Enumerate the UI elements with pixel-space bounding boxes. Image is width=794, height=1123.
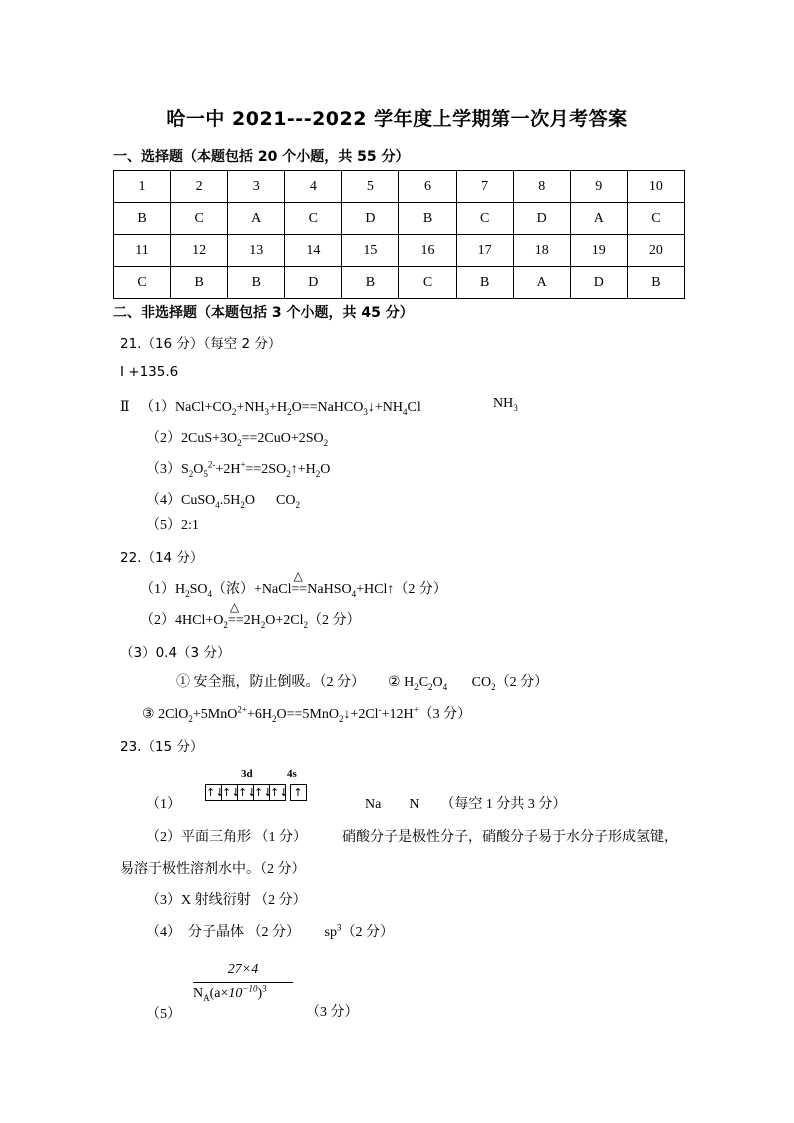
heat-triangle-icon: △ [229,600,240,614]
q22-a2-label: ② [388,675,401,690]
q22-p1 [140,569,447,599]
table-cell: 8 [513,171,570,203]
table-cell: 15 [342,235,399,267]
table-cell: 5 [342,171,399,203]
heat-triangle-icon: △ [293,569,303,583]
q22-a3-label: ③ [142,707,155,722]
table-cell: C [456,203,513,235]
table-cell: 7 [456,171,513,203]
spin-pair-icon: ↑↓ [254,786,273,799]
section-2-heading: 二、非选择题（本题包括 3 个小题，共 45 分） [113,305,414,321]
table-cell: 6 [399,171,456,203]
q23-p4-hyb-text: sp [324,925,337,940]
q23-p2-line2: 易溶于极性溶剂水中。（2 分） [120,862,306,877]
q23-p4-score: （2 分） [341,925,394,940]
q22-a3-equation: $2ClO_2+5MnO^{2+}+6H_2O==5MnO_2↓+2Cl^-+12H^+$ [158,704,419,724]
table-cell: B [399,203,456,235]
q21-p5: （5）2:1 [146,518,199,533]
table-cell: D [570,267,627,299]
q21-p1-equation: $NaCl+CO_2+NH_3+H_2O==NaHCO_3↓+NH_4Cl$ [175,400,421,417]
q21-i-value: +135.6 [128,364,179,380]
orbital-diagram [205,784,307,801]
orbital-3d-boxes [205,784,289,801]
q21-p3-label: （3） [146,462,181,477]
q23-p4-hybridization: $sp^3$ [324,922,342,940]
table-cell: B [456,267,513,299]
q22-a2-formula: $H_2C_2O_4$ [404,675,448,692]
q22-p1-label: （1） [140,582,175,597]
q21-ii-1 [120,396,421,416]
q21-p4-label: （4） [146,493,181,508]
q21-p4-gas: $CO_2$ [275,493,300,510]
q22-a3-score: （3 分） [418,707,472,722]
table-cell: C [627,203,684,235]
q22-a2-gas: $CO_2$ [471,675,496,692]
table-row [114,267,685,299]
q21-heading: 21.（16 分）（每空 2 分） [120,336,282,352]
table-cell: D [513,203,570,235]
spin-pair-icon: ↑↓ [206,786,225,799]
spin-up-icon: ↑ [290,784,307,801]
table-cell: 16 [399,235,456,267]
table-cell: B [627,267,684,299]
table-cell: 10 [627,171,684,203]
formula-numerator: 27×4 [227,962,259,977]
orbital-3d-label: 3d [241,768,253,780]
q22-a1: ① 安全瓶，防止倒吸。（2 分） [176,675,365,690]
q23-p1-elements: Na N （每空 1 分共 3 分） [365,797,567,812]
q21-p4-formula: $CuSO_4.5H_2O$ [181,493,255,510]
table-cell: 2 [171,171,228,203]
q21-p2-equation: $2CuS+3O_2==2CuO+2SO_2$ [181,431,329,448]
table-cell: B [171,267,228,299]
spin-pair-icon: ↑↓ [238,786,257,799]
table-cell: 14 [285,235,342,267]
q22-p2-label: （2） [140,613,175,628]
q21-i-label: Ⅰ [120,364,124,380]
page-title: 哈一中 2021---2022 学年度上学期第一次月考答案 [166,108,628,130]
q21-p4-gas-text: CO [275,493,296,508]
q23-p4-label: （4） 分子晶体 （2 分） [146,925,300,940]
table-cell: C [285,203,342,235]
table-cell: C [171,203,228,235]
q21-part-i [120,364,178,380]
q23-p1-label: （1） [146,797,181,812]
table-row [114,171,685,203]
q22-a2-score: （2 分） [495,675,549,690]
q21-p1-extra: $NH_3$ [493,396,518,413]
table-cell: B [228,267,285,299]
q21-p2-label: （2） [146,431,181,446]
q21-p1-extra-text: NH [493,396,514,411]
q22-p2-score: （2 分） [308,613,361,628]
q23-heading: 23.（15 分） [120,739,204,755]
table-cell: A [513,267,570,299]
table-cell: 9 [570,171,627,203]
q22-p1-equation: $H_2SO_4$（浓）+NaCl △ ==NaHSO$_4$+HCl↑ [175,569,395,599]
q21-p3 [146,458,330,478]
table-cell: 19 [570,235,627,267]
q21-ii-label: Ⅱ [120,400,130,415]
orbital-4s-label: 4s [287,768,297,780]
answer-table [113,170,685,299]
spin-pair-icon: ↑↓ [222,786,241,799]
table-cell: A [228,203,285,235]
q22-p1-score: （2 分） [394,582,447,597]
table-cell: C [399,267,456,299]
q22-a3 [142,703,471,723]
q23-p4 [146,921,394,941]
table-cell: 3 [228,171,285,203]
table-cell: B [114,203,171,235]
section-1-heading: 一、选择题（本题包括 20 个小题，共 55 分） [113,149,410,165]
q23-p5-label: （5） [146,1007,181,1022]
q21-p4 [146,489,300,509]
table-cell: D [285,267,342,299]
table-cell: C [114,267,171,299]
q23-p3: （3）X 射线衍射 （2 分） [146,893,307,908]
table-cell: D [342,203,399,235]
table-cell: 17 [456,235,513,267]
table-cell: A [570,203,627,235]
q21-p2 [146,427,328,447]
q23-p5-score: （3 分） [306,1005,359,1020]
q22-p2 [140,600,361,630]
table-cell: 13 [228,235,285,267]
table-cell: 18 [513,235,570,267]
table-cell: 1 [114,171,171,203]
table-cell: B [342,267,399,299]
table-row [114,203,685,235]
table-cell: 11 [114,235,171,267]
q22-p3: （3）0.4（3 分） [120,645,231,661]
q23-p2-line1: （2）平面三角形 （1 分） 硝酸分子是极性分子，硝酸分子易于水分子形成氢键， [146,830,678,845]
q21-p1-label: （1） [140,400,176,415]
table-row [114,235,685,267]
q22-heading: 22.（14 分） [120,550,204,566]
formula-denominator: $N_A(a\times 10^{-10})^3$ [193,983,267,1003]
table-cell: 12 [171,235,228,267]
q22-p2-equation: $4HCl+O_2$ △ $==2H_2O+2Cl_2$ [175,600,308,630]
table-cell: 4 [285,171,342,203]
q22-a2 [388,671,548,691]
table-cell: 20 [627,235,684,267]
q21-p3-equation: $S_2O_5^{2-}+2H^+==2SO_2↑+H_2O$ [181,459,331,479]
spin-pair-icon: ↑↓ [270,786,289,799]
